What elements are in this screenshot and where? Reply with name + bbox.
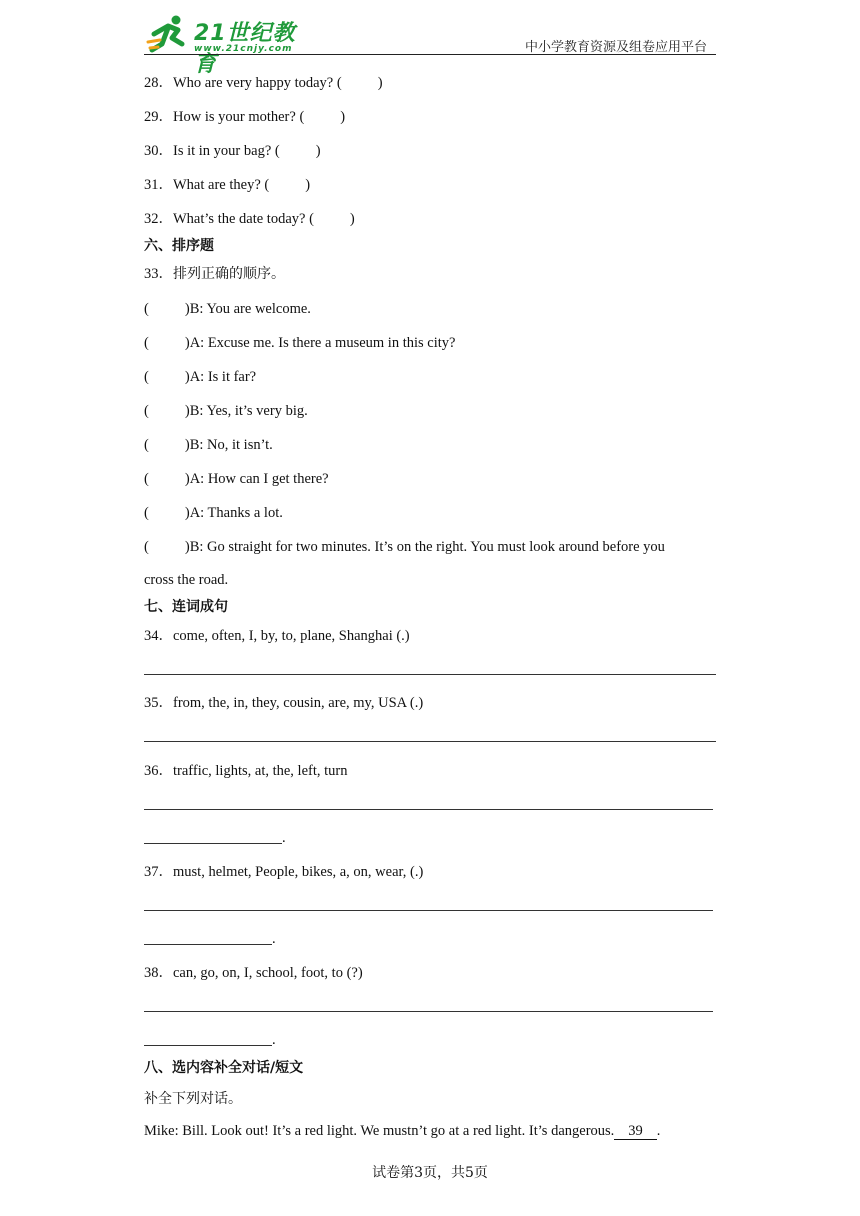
period-36: .	[282, 830, 286, 846]
order-item-7: ( )A: Thanks a lot.	[144, 505, 283, 521]
question-32: 32．What’s the date today? ( )	[144, 211, 355, 227]
question-35: 35．from, the, in, they, cousin, are, my, USA (.)	[144, 695, 424, 711]
question-38: 38．can, go, on, I, school, foot, to (?)	[144, 965, 363, 981]
order-item-6: ( )A: How can I get there?	[144, 471, 329, 487]
question-33: 33．排列正确的顺序。	[144, 266, 285, 282]
section-8-instruction: 补全下列对话。	[144, 1091, 242, 1107]
question-31: 31．What are they? ( )	[144, 177, 311, 193]
question-29: 29．How is your mother? ( )	[144, 109, 346, 125]
order-item-5: ( )B: No, it isn’t.	[144, 437, 273, 453]
logo-url: www.21cnjy.com	[194, 44, 293, 54]
header-platform-text: 中小学教育资源及组卷应用平台	[524, 40, 707, 55]
runner-logo-icon	[146, 14, 190, 54]
header-rule	[144, 54, 716, 55]
answer-line-36b[interactable]	[144, 843, 282, 844]
section-7-title: 七、连词成句	[144, 599, 228, 615]
order-item-2: ( )A: Excuse me. Is there a museum in this city?	[144, 335, 456, 351]
section-8-title: 八、选内容补全对话/短文	[144, 1060, 304, 1076]
question-34: 34．come, often, I, by, to, plane, Shanghai (.)	[144, 628, 410, 644]
period-38: .	[272, 1032, 276, 1048]
period-37: .	[272, 931, 276, 947]
answer-line-37b[interactable]	[144, 944, 272, 945]
question-30: 30．Is it in your bag? ( )	[144, 143, 321, 159]
question-37: 37．must, helmet, People, bikes, a, on, wear, (.)	[144, 864, 424, 880]
header-logo	[146, 14, 316, 77]
answer-line-38b[interactable]	[144, 1045, 272, 1046]
dialog-line-mike: Mike: Bill. Look out! It’s a red light. We mustn’t go at a red light. It’s dangerous. 39 .	[144, 1123, 661, 1139]
answer-line-35[interactable]	[144, 741, 716, 742]
question-36: 36．traffic, lights, at, the, left, turn	[144, 763, 348, 779]
order-item-1: ( )B: You are welcome.	[144, 301, 311, 317]
answer-line-34[interactable]	[144, 674, 716, 675]
answer-line-37a[interactable]	[144, 910, 713, 911]
question-28: 28．Who are very happy today? ( )	[144, 75, 383, 91]
page-footer: 试卷第3页，共5页	[372, 1165, 488, 1181]
logo-text: 21世纪教育	[194, 21, 296, 77]
answer-line-38a[interactable]	[144, 1011, 713, 1012]
blank-39[interactable]: 39	[614, 1123, 657, 1140]
section-6-title: 六、排序题	[144, 238, 214, 254]
order-item-8: ( )B: Go straight for two minutes. It’s on the right. You must look around before you	[144, 539, 665, 555]
answer-line-36a[interactable]	[144, 809, 713, 810]
order-item-3: ( )A: Is it far?	[144, 369, 257, 385]
order-item-4: ( )B: Yes, it’s very big.	[144, 403, 308, 419]
order-item-8-continuation: cross the road.	[144, 572, 229, 588]
